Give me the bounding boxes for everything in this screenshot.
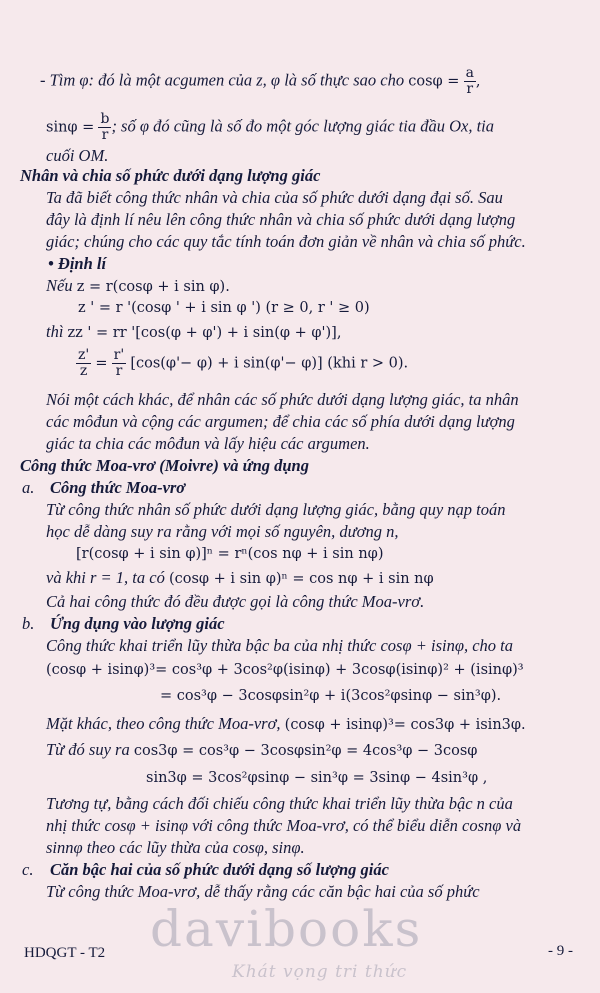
text-line: Từ đó suy ra cos3φ = cos³φ − 3cosφsin²φ = 4cos³φ − 3cosφ (46, 740, 478, 759)
formula: (cosφ + isinφ)³= cos³φ + 3cos²φ(isinφ) + 3cosφ(isinφ)² + (isinφ)³ (46, 662, 524, 678)
text-line: Nói một cách khác, để nhân các số phức dưới dạng lượng giác, ta nhân (46, 390, 519, 409)
formula-quotient: $\frac{z'}{z}$ = $\frac{r'}{r}$ [cos(φ'− φ) + i sin(φ'− φ)] (khi r > 0). (78, 347, 409, 379)
math-expr: sinφ = (46, 119, 95, 136)
text-line: giác; chúng cho các quy tắc tính toán đơn giản về nhân và chia số phức. (46, 232, 526, 251)
text-line: các môđun và cộng các argumen; để chia các số phía dưới dạng lượng (46, 412, 515, 431)
text-line: thì zz ' = rr '[cos(φ + φ') + i sin(φ + φ')], (46, 322, 342, 341)
text-line: đây là định lí nêu lên công thức nhân và chia số phức dưới dạng lượng (46, 210, 516, 229)
watermark-slogan: Khát vọng tri thức (232, 962, 408, 982)
formula: sin3φ = 3cos²φsinφ − sin³φ = 3sinφ − 4sin³φ , (146, 770, 488, 786)
text-line: Cả hai công thức đó đều được gọi là công thức Moa-vrơ. (46, 592, 425, 611)
section-heading: Công thức Moa-vrơ (Moivre) và ứng dụng (20, 456, 309, 475)
footer-code: HDQGT - T2 (24, 945, 106, 961)
text-line: sinφ = $\frac{b}{r}$ ; số φ đó cũng là số đo một góc lượng giác tia đầu Ox, tia (46, 111, 495, 143)
formula: z ' = r '(cosφ ' + i sin φ ') (r ≥ 0, r ' ≥ 0) (78, 300, 370, 316)
fraction: $\frac{a}{r}$ (465, 65, 474, 97)
fraction: $\frac{b}{r}$ (100, 111, 110, 143)
text-line: sinnφ theo các lũy thừa của cosφ, sinφ. (46, 838, 305, 857)
formula: [r(cosφ + i sin φ)]ⁿ = rⁿ(cos nφ + i sin nφ) (76, 546, 384, 562)
subsection-heading: a. Công thức Moa-vrơ (22, 478, 186, 497)
text-line: - Tìm φ: đó là một acgumen của z, φ là số thực sao cho cosφ = $\frac{a}{r}$ , (40, 65, 481, 97)
subsection-heading: b. Ứng dụng vào lượng giác (22, 614, 225, 633)
text-line: nhị thức cosφ + isinφ với công thức Moa-vrơ, có thể biểu diễn cosnφ và (46, 816, 522, 835)
formula: = cos³φ − 3cosφsin²φ + i(3cos²φsinφ − sin³φ). (160, 688, 502, 704)
text-line: cuối OM. (46, 146, 109, 165)
text-line: Từ công thức nhân số phức dưới dạng lượng giác, bằng quy nạp toán (46, 500, 506, 519)
text-line: Nếu z = r(cosφ + i sin φ). (46, 276, 230, 295)
text-line: Ta đã biết công thức nhân và chia của số phức dưới dạng đại số. Sau (46, 188, 503, 207)
text-line: Tương tự, bằng cách đối chiếu công thức khai triển lũy thừa bậc n của (46, 794, 513, 813)
watermark-brand: davibooks (150, 900, 423, 958)
text-line: Công thức khai triển lũy thừa bậc ba của nhị thức cosφ + isinφ, cho ta (46, 636, 513, 655)
math-expr: cosφ = (408, 73, 460, 90)
text-line: học dễ dàng suy ra rằng với mọi số nguyên, dương n, (46, 522, 399, 541)
theorem-heading: • Định lí (48, 254, 107, 273)
text-line: Từ công thức Moa-vrơ, dễ thấy rằng các căn bậc hai của số phức (46, 882, 480, 901)
subsection-heading: c. Căn bậc hai của số phức dưới dạng số lượng giác (22, 860, 389, 879)
section-heading: Nhân và chia số phức dưới dạng lượng giác (20, 166, 321, 185)
text-line: và khi r = 1, ta có (cosφ + i sin φ)ⁿ = cos nφ + i sin nφ (46, 568, 434, 587)
page-number: - 9 - (548, 943, 573, 959)
text-line: Mặt khác, theo công thức Moa-vrơ, (cosφ + isinφ)³= cos3φ + isin3φ. (46, 714, 526, 733)
text-line: giác ta chia các môđun và lấy hiệu các argumen. (46, 434, 370, 453)
